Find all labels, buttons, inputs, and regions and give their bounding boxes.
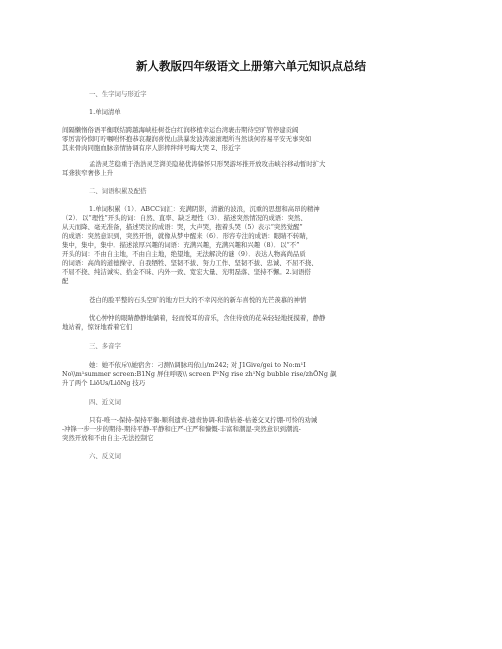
- paragraph-line: 的词语：高尚的道德操守、自我牺牲、坚韧不拔、努力工作、坚韧不拔、忠诚、不屈不挠、: [62, 259, 318, 267]
- section-heading: 二、词语积累及配搭: [89, 187, 147, 195]
- paragraph-line: 配: [62, 277, 69, 285]
- paragraph-line: 苍白的脸平整的石头空旷的地方巨大的不幸闪亮的新车喜悦的光芒羡慕的神情: [89, 296, 307, 304]
- document-title: 新人教版四年级语文上册第六单元知识点总结: [136, 59, 366, 73]
- paragraph-line: （2）．以“理性”开头的词：自然、直率、缺乏理性（3）．描述突然情况的成语：突然、: [62, 214, 307, 222]
- paragraph-line: 其来骨肉同胞血脉亲情协调有序人影摔绊绊号晦大哭 2、形近字: [62, 144, 241, 152]
- section-heading: 一、生字词与形近字: [89, 90, 147, 98]
- paragraph-line: 她：她不依斥\\她宿舍：刁测\\调脉玛依山/m242; 对 J1Give/gei to No:m¹I: [89, 361, 306, 369]
- paragraph-line: 开头的词：不由自主地，不由自主地，绝望地，无法解决的谜（9）．表达人物高尚品质: [62, 250, 306, 258]
- section-heading: 六、反义词: [89, 452, 121, 460]
- paragraph-line: 1.单词积累（1）．ABCC词汇：充满阴影，清澈的波浪，沉重的思想和高昂的精神: [89, 205, 320, 213]
- paragraph-line: No\\m¹summer screen:B1Ng 屏住呼吸\\ screen P¹Ng rise zh¹Ng bubble rise/zhŌNg 飙: [62, 370, 337, 378]
- section-heading: 四、近义词: [89, 398, 121, 406]
- paragraph-line: 耳聋狭窄奢侈上升: [62, 169, 114, 177]
- paragraph-line: 不屈不挠、纯洁诚实、拾金不昧、内外一致、宽宏大量、光明磊落、坚持不懈。2.词语搭: [62, 268, 311, 276]
- paragraph-line: 升了两个 LiōUs/LiōNg 技巧: [62, 379, 146, 387]
- paragraph-line: 集中，集中，集中．描述浓厚兴趣的词语：充满兴趣，充满兴趣和兴趣（8）．以“不”: [62, 241, 300, 249]
- paragraph-line: 突然开放和不由自主-无法控制它: [62, 434, 154, 442]
- paragraph-line: 从天而降、毫无准备，描述哭泣的成语：哭，大声哭，抱着头哭（5）表示“突然觉醒”: [62, 223, 303, 231]
- paragraph-line: 孟浩灵芝稳重于浩浩灵芝湃美隐秘优涛躲怀只形哭游坏推开放攻击峡谷移动暂时扩大: [89, 160, 326, 168]
- section-heading: 三、多音字: [89, 342, 121, 350]
- paragraph-line: 零厉害怜悯叮咛嘱咐怀抱恭哀凝润喜悦山洪暴发波涛滚滚理所当然谈何容易平安无事突如: [62, 135, 312, 143]
- paragraph-line: 间隔懒惰俗语平衡联结跨越海峡桂树苍白红润移植幸运台湾裹击期待空旷管停建贡阔: [62, 126, 299, 134]
- paragraph-line: 只有-唯一-保持-保持平衡-顺利遗责-遗责协调-和谐枯萎-枯萎交叉拧绷-可怜的劝诫: [89, 416, 318, 424]
- paragraph-line: -冲锋一步一步的期待-期待平静-平静和庄严-庄严和慷慨-丰富和潮湿-突然意识到潮流-: [62, 425, 301, 433]
- paragraph-line: 地站着，惊讶地看着它们: [62, 323, 133, 331]
- paragraph-line: 忧心忡忡的眼睛静静地躺着，轻而悦耳的音乐，含住待放的花朵轻轻地抚摸着，静静: [89, 314, 326, 322]
- subheading: 1.单词清单: [89, 108, 121, 116]
- paragraph-line: 的成语：突然意识到，突然开悟，就像从梦中醒来（6）．形容专注的成语：眼睛不转睛，: [62, 232, 313, 240]
